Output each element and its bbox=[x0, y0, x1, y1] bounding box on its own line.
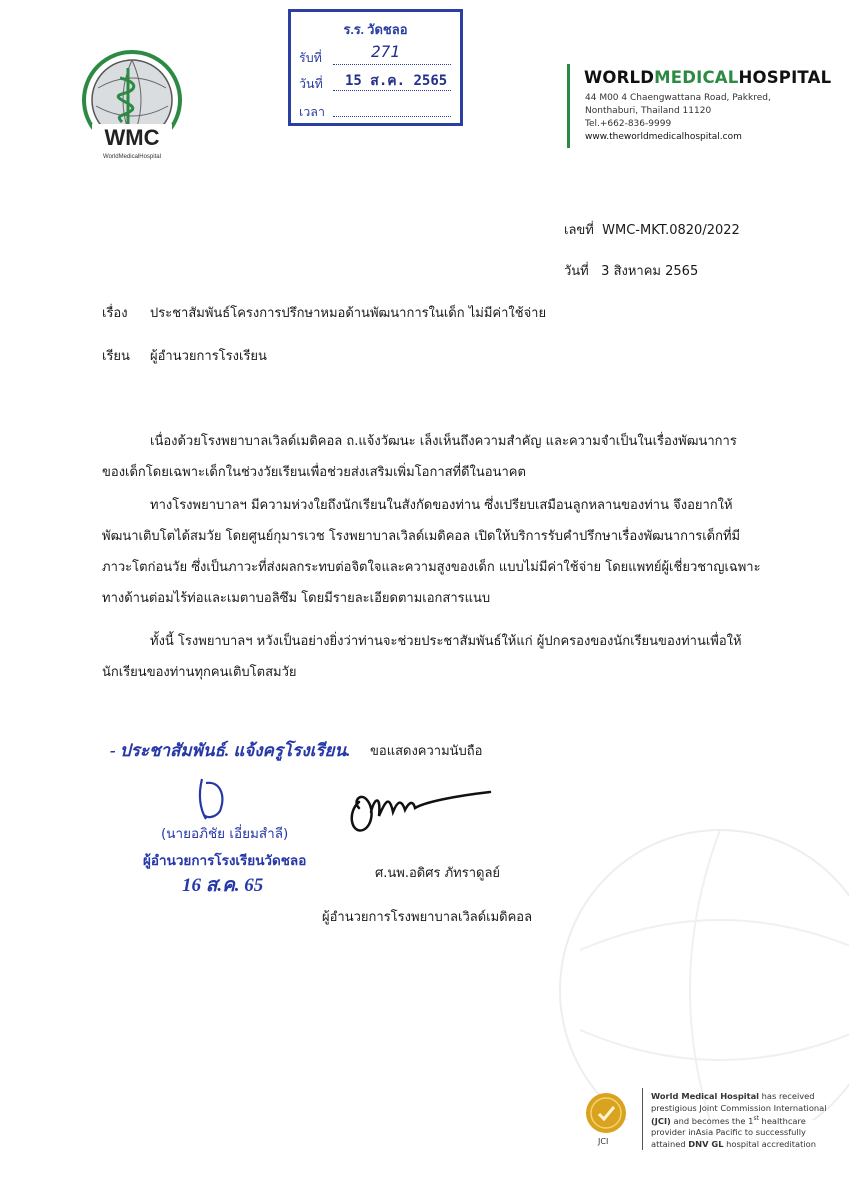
jci-line2: prestigious Joint Commission International bbox=[651, 1103, 827, 1113]
para2-line3: ภาวะโตก่อนวัย ซึ่งเป็นภาวะที่ส่งผลกระทบต่อจิตใจและความสูงของเด็ก แบบไม่มีค่าใช้จ่าย โดยแพทย์ผู้เชี่ยวชาญเฉพาะ bbox=[102, 560, 761, 575]
jci-label: JCI bbox=[598, 1137, 609, 1146]
hospital-address-2: Nonthaburi, Thailand 11120 bbox=[585, 106, 712, 116]
letter-number: เลขที่ WMC-MKT.0820/2022 bbox=[564, 223, 740, 238]
subject-value: ประชาสัมพันธ์โครงการปรึกษาหมอด้านพัฒนาการในเด็ก ไม่มีค่าใช้จ่าย bbox=[150, 306, 547, 321]
signer-name: ศ.นพ.อดิศร ภัทราดูลย์ bbox=[375, 866, 501, 881]
hospital-name: WORLDMEDICALHOSPITAL bbox=[584, 68, 832, 87]
para1-line2: ของเด็กโดยเฉพาะเด็กในช่วงวัยเรียนเพื่อช่วยส่งเสริมเพิ่มโอกาสที่ดีในอนาคต bbox=[102, 465, 526, 480]
subject-label: เรื่อง bbox=[102, 306, 128, 321]
stamp-date-value: 15 ส.ค. 2565 bbox=[345, 73, 448, 89]
hospital-website: www.theworldmedicalhospital.com bbox=[585, 132, 742, 142]
closing-text: ขอแสดงความนับถือ bbox=[370, 744, 483, 759]
jci-line4: provider inAsia Pacific to successfully bbox=[651, 1127, 806, 1137]
stamp-title: ร.ร. วัดชลอ bbox=[343, 22, 408, 37]
stamp-date-label: วันที่ bbox=[299, 77, 323, 91]
para3-line2: นักเรียนของท่านทุกคนเติบโตสมวัย bbox=[102, 665, 297, 680]
jci-divider bbox=[642, 1088, 643, 1150]
jci-line5: attained DNV GL hospital accreditation bbox=[651, 1139, 816, 1149]
logo-text: WMC bbox=[104, 125, 160, 150]
letter-date: วันที่ 3 สิงหาคม 2565 bbox=[564, 264, 699, 279]
received-stamp bbox=[288, 9, 463, 126]
para3-line1: ทั้งนี้ โรงพยาบาลฯ หวังเป็นอย่างยิ่งว่าท่านจะช่วยประชาสัมพันธ์ให้แก่ ผู้ปกครองของนักเรียนของท่านเพื่อให้ bbox=[150, 634, 742, 649]
wmc-logo bbox=[78, 48, 186, 166]
header-divider bbox=[567, 64, 570, 148]
to-value: ผู้อำนวยการโรงเรียน bbox=[150, 349, 267, 364]
to-label: เรียน bbox=[102, 349, 130, 364]
jci-line3: (JCI) and becomes the 1st healthcare bbox=[651, 1115, 806, 1126]
para2-line2: พัฒนาเติบโตได้สมวัย โดยศูนย์กุมารเวช โรงพยาบาลเวิลด์เมดิคอล เปิดให้บริการรับคำปรึกษาเรื่องพัฒนาการเด็กที่มี bbox=[102, 529, 741, 544]
stamp-received-value: 271 bbox=[371, 42, 400, 61]
stamp-received-label: รับที่ bbox=[299, 51, 322, 65]
signer-title: ผู้อำนวยการโรงพยาบาลเวิลด์เมดิคอล bbox=[322, 910, 533, 925]
para2-line1: ทางโรงพยาบาลฯ มีความห่วงใยถึงนักเรียนในสังกัดของท่าน ซึ่งเปรียบเสมือนลูกหลานของท่าน จึงอยากให้ bbox=[150, 498, 733, 513]
watermark-globe bbox=[520, 790, 849, 1120]
school-director-signature bbox=[196, 775, 236, 825]
para1-line1: เนื่องด้วยโรงพยาบาลเวิลด์เมดิคอล ถ.แจ้งวัฒนะ เล็งเห็นถึงความสำคัญ และความจำเป็นในเรื่องพัฒนาการ bbox=[150, 434, 737, 449]
logo-subtext: WorldMedicalHospital bbox=[103, 154, 161, 160]
school-director-title: ผู้อำนวยการโรงเรียนวัดชลอ bbox=[143, 853, 307, 869]
stamp-time-label: เวลา bbox=[299, 105, 325, 119]
para2-line4: ทางด้านต่อมไร้ท่อและเมตาบอลิซึม โดยมีรายละเอียดตามเอกสารแนบ bbox=[102, 591, 491, 606]
school-note-instruction: - ประชาสัมพันธ์. แจ้งครูโรงเรียน. bbox=[110, 741, 351, 760]
school-note-date: 16 ส.ค. 65 bbox=[182, 875, 264, 896]
jci-seal-icon bbox=[585, 1092, 627, 1134]
hospital-director-signature bbox=[345, 772, 495, 842]
school-director-name: (นายอภิชัย เอี่ยมสำลี) bbox=[161, 826, 289, 842]
hospital-tel: Tel.+662-836-9999 bbox=[585, 119, 672, 129]
jci-line1: World Medical Hospital has received bbox=[651, 1091, 815, 1101]
hospital-address-1: 44 M00 4 Chaengwattana Road, Pakkred, bbox=[585, 93, 771, 103]
